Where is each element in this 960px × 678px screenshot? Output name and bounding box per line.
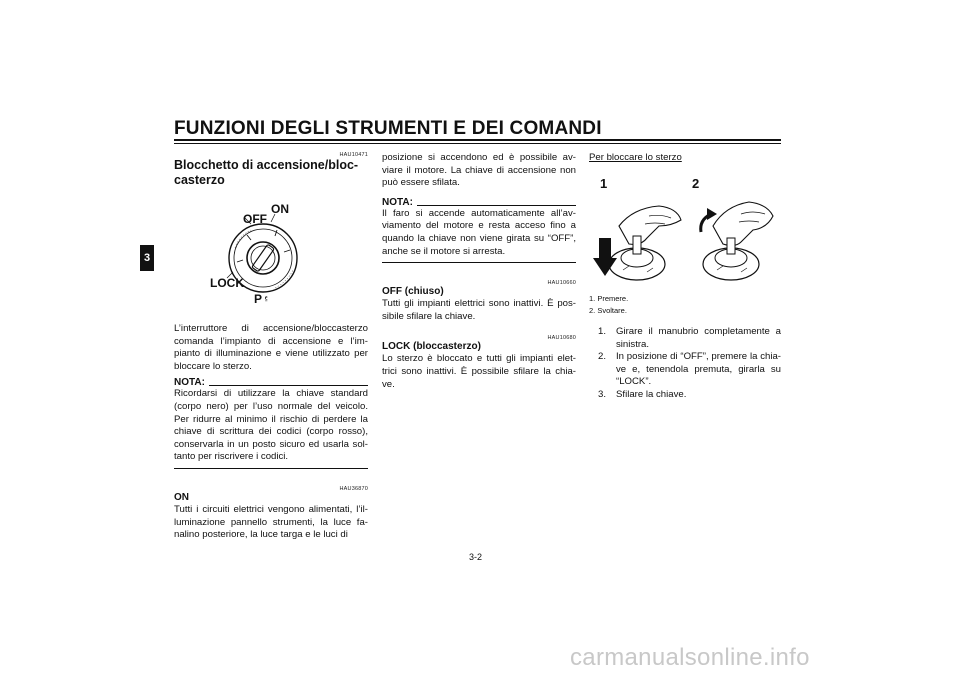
- list-item: [598, 351, 781, 389]
- step-number: 1.: [598, 326, 607, 337]
- nota-label: NOTA:: [382, 196, 413, 208]
- page-number: 3-2: [469, 552, 483, 562]
- ref-code: HAU36870: [339, 485, 368, 492]
- chapter-tab: 3: [140, 245, 154, 271]
- list-item: [598, 326, 781, 351]
- header-rule-thin: [174, 143, 781, 144]
- off-heading: OFF (chiuso): [382, 286, 444, 298]
- column-1: [174, 152, 368, 188]
- nota-end-rule: [174, 468, 368, 469]
- ref-code: HAU10660: [547, 280, 576, 287]
- figure-number-2: 2: [692, 176, 700, 191]
- step-number: 2.: [598, 351, 607, 363]
- nota-end-rule: [382, 262, 576, 263]
- figure-number-1: 1: [600, 176, 608, 191]
- column-2: [382, 152, 576, 391]
- subheading: Per bloccare lo sterzo: [589, 152, 682, 163]
- nota-text: Ricordarsi di utilizzare la chiave standard (corpo nero) per l’uso normale del veicolo. Per ridurre al minimo il rischio di perdere la chiave di scrittura dei codici (corpo rosso), conservarla in un posto sicuro ed usarla sol-tanto per riscrivere i codici.: [174, 388, 368, 463]
- list-item: [598, 389, 781, 402]
- p-mark-icon: ⍷: [264, 293, 269, 302]
- lock-heading: LOCK (bloccasterzo): [382, 341, 481, 353]
- key-lock-illustration: [589, 186, 785, 288]
- nota-rule: [417, 205, 576, 206]
- ref-code: HAU10471: [339, 152, 368, 158]
- ref-code: HAU10680: [547, 335, 576, 342]
- section-heading: Blocchetto di accensione/bloc- casterzo: [174, 158, 359, 187]
- nota-header: [382, 197, 576, 208]
- on-heading: ON: [174, 491, 189, 503]
- intro-paragraph: L’interruttore di accensione/bloccasterzo comanda l’impianto di accensione e l’im-pianto di illuminazione e viene utilizzato per bloccare lo sterzo.: [174, 323, 368, 372]
- header-rule: [174, 139, 781, 141]
- step-text: Sfilare la chiave.: [616, 388, 687, 400]
- column-1-body: [174, 323, 368, 542]
- label-lock: LOCK: [210, 276, 244, 290]
- label-on: ON: [271, 202, 289, 216]
- watermark: carmanualsonline.info: [570, 644, 810, 671]
- label-p: P: [254, 292, 263, 306]
- step-text: In posizione di “OFF”, premere la chia-ve e, tenendola premuta, girarla su “LOCK”.: [616, 351, 781, 388]
- step-number: 3.: [598, 388, 607, 400]
- label-off: OFF: [243, 212, 267, 226]
- steps-list: [598, 326, 781, 402]
- nota-rule: [209, 385, 368, 386]
- caption-2: 2. Svoltare.: [589, 306, 627, 315]
- lock-text: Lo sterzo è bloccato e tutti gli impianti elet-trici sono inattivi. È possibile sfilare la chia-ve.: [382, 353, 576, 390]
- off-text: Tutti gli impianti elettrici sono inattivi. È pos-sibile sfilare la chiave.: [382, 298, 576, 322]
- nota-label: NOTA:: [174, 377, 205, 389]
- nota-header: [174, 377, 368, 388]
- page-title: FUNZIONI DEGLI STRUMENTI E DEI COMANDI: [174, 118, 602, 139]
- nota-text: Il faro si accende automaticamente all’av-viamento del motore e resta acceso fino a quando la chiave non viene girata su “OFF”, anche se il motore si arresta.: [382, 207, 576, 257]
- step-text: Girare il manubrio completamente a sinistra.: [616, 326, 781, 350]
- column-3: [589, 152, 783, 165]
- caption-1: 1. Premere.: [589, 294, 629, 303]
- on-text-continued: posizione si accendono ed è possibile av-viare il motore. La chiave di accensione non può essere sfilata.: [382, 152, 576, 189]
- on-text: Tutti i circuiti elettrici vengono alimentati, l’il-luminazione pannello strumenti, la luce fa-nalino posteriore, la luce targa e le luci di: [174, 503, 368, 541]
